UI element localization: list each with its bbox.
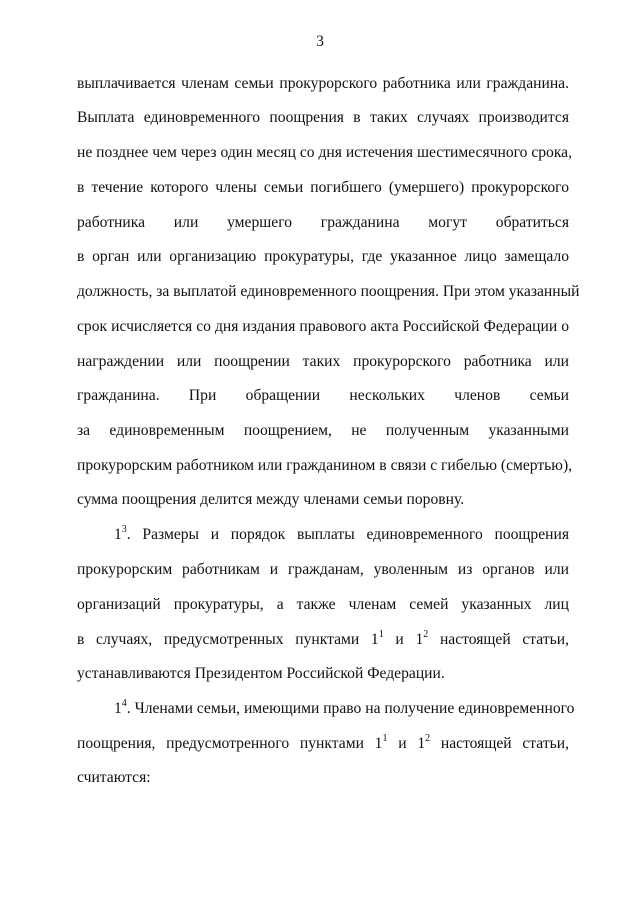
text-span: и 1 xyxy=(383,631,424,648)
paragraph-1-3-first-line xyxy=(114,525,569,545)
text-line: прокурорским работникам и гражданам, уволенным из органов или xyxy=(77,561,569,578)
text-line: Выплата единовременного поощрения в таких случаях производится xyxy=(77,109,569,126)
text-line: организаций прокуратуры, а также членам семей указанных лиц xyxy=(77,596,569,613)
text-line: не позднее чем через один месяц со дня истечения шестимесячного срока, xyxy=(77,144,572,161)
text-span: настоящей статьи, xyxy=(428,631,569,648)
text-line: должность, за выплатой единовременного поощрения. При этом указанный xyxy=(77,283,580,300)
text-line: в орган или организацию прокуратуры, где указанное лицо замещало xyxy=(77,248,569,265)
paragraph-number: 1 xyxy=(114,700,122,717)
reference-sup: 1 xyxy=(378,628,384,640)
paragraph-number-sup: 3 xyxy=(121,523,127,535)
text-line: награждении или поощрении таких прокурорского работника или xyxy=(77,353,569,370)
page-number: 3 xyxy=(316,33,324,50)
paragraph-1-4-first-line xyxy=(114,697,575,719)
text-span: и 1 xyxy=(387,735,426,752)
text-line: за единовременным поощрением, не полученным указанными xyxy=(77,422,569,439)
text-span: . Членами семьи, имеющими право на получение единовременного xyxy=(126,700,575,717)
text-line: работника или умершего гражданина могут обратиться xyxy=(77,214,569,231)
paragraph-number-sup: 4 xyxy=(121,697,127,709)
text-line: сумма поощрения делится между членами семьи поровну. xyxy=(77,491,465,508)
text-line-with-references xyxy=(77,630,569,650)
reference-sup: 1 xyxy=(382,732,388,744)
text-span: поощрения, предусмотренного пунктами 1 xyxy=(77,735,383,752)
text-line: устанавливаются Президентом Российской Федерации. xyxy=(77,665,445,682)
reference-sup: 2 xyxy=(423,628,429,640)
text-span: настоящей статьи, xyxy=(430,735,569,752)
text-line: в течение которого члены семьи погибшего (умершего) прокурорского xyxy=(77,179,569,196)
text-span: . Размеры и порядок выплаты единовременного поощрения xyxy=(126,526,569,543)
text-line: выплачивается членам семьи прокурорского работника или гражданина. xyxy=(77,75,569,92)
text-line: прокурорским работником или гражданином в связи с гибелью (смертью), xyxy=(77,457,573,474)
text-line: гражданина. При обращении нескольких членов семьи xyxy=(77,387,569,404)
reference-sup: 2 xyxy=(425,732,431,744)
text-line: срок исчисляется со дня издания правового акта Российской Федерации о xyxy=(77,318,569,335)
paragraph-number: 1 xyxy=(114,526,122,543)
text-line-with-references xyxy=(77,734,569,754)
text-span: в случаях, предусмотренных пунктами 1 xyxy=(77,631,379,648)
text-line: считаются: xyxy=(77,769,151,786)
